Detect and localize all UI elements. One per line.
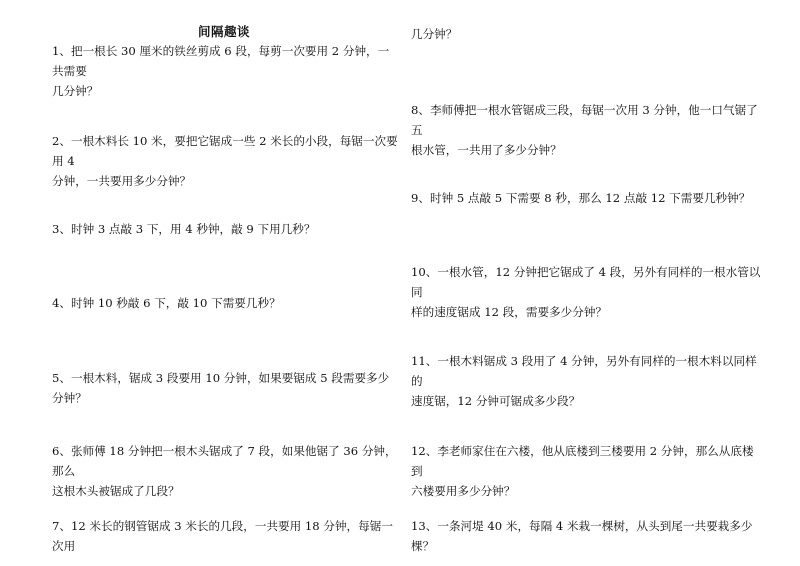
question-3 [52, 219, 398, 239]
question-8 [411, 100, 763, 160]
question-8-line-2: 根水管，一共用了多少分钟？ [411, 143, 562, 157]
question-10-line-2: 样的速度锯成 12 段，需要多少分钟？ [411, 305, 608, 319]
question-11 [411, 351, 763, 411]
question-11-line-2: 速度锯，12 分钟可锯成多少段？ [411, 394, 581, 408]
question-2 [52, 131, 398, 191]
question-10-line-1: 10、一根水管，12 分钟把它锯成了 4 段，另外有同样的一根水管以同 [411, 265, 761, 299]
question-2-line-1: 2、一根木料长 10 米，要把它锯成一些 2 米长的小段，每锯一次要用 4 [52, 134, 398, 168]
question-12-line-2: 六楼要用多少分钟？ [411, 484, 516, 498]
question-4 [52, 293, 398, 313]
question-6-line-1: 6、张师傅 18 分钟把一根木头锯成了 7 段，如果他锯了 36 分钟，那么 [52, 444, 397, 478]
question-9 [411, 188, 763, 208]
question-11-line-1: 11、一根木料锯成 3 段用了 4 分钟，另外有同样的一根木料以同样的 [411, 354, 757, 388]
question-12-line-1: 12、李老师家住在六楼，他从底楼到三楼要用 2 分钟，那么从底楼到 [411, 444, 754, 478]
question-8-line-1: 8、李师傅把一根水管锯成三段，每锯一次用 3 分钟，他一口气锯了五 [411, 103, 758, 137]
question-5 [52, 368, 398, 408]
question-9-line-1: 9、时钟 5 点敲 5 下需要 8 秒，那么 12 点敲 12 下需要几秒钟？ [411, 191, 751, 205]
question-4-line-1: 4、时钟 10 秒敲 6 下，敲 10 下需要几秒？ [52, 296, 281, 310]
question-6 [52, 441, 398, 501]
question-7-line-2: 几分钟？ [411, 27, 458, 41]
question-3-line-1: 3、时钟 3 点敲 3 下，用 4 秒钟，敲 9 下用几秒？ [52, 222, 316, 236]
question-1-line-1: 1、把一根长 30 厘米的铁丝剪成 6 段，每剪一次要用 2 分钟，一共需要 [52, 44, 390, 78]
question-13 [411, 516, 763, 556]
question-7-continued [411, 24, 763, 44]
question-1-line-2: 几分钟？ [52, 84, 99, 98]
question-2-line-2: 分钟，一共要用多少分钟？ [52, 174, 192, 188]
worksheet-title: 间隔趣谈 [198, 24, 251, 39]
question-5-line-1: 5、一根木料，锯成 3 段要用 10 分钟，如果要锯成 5 段需要多少分钟？ [52, 371, 390, 405]
question-12 [411, 441, 763, 501]
question-7 [52, 516, 398, 556]
question-6-line-2: 这根木头被锯成了几段？ [52, 484, 180, 498]
question-10 [411, 262, 763, 322]
question-1 [52, 41, 398, 101]
question-7-line-1: 7、12 米长的钢管锯成 3 米长的几段，一共要用 18 分钟，每锯一次用 [52, 519, 393, 553]
question-13-line-1: 13、一条河堤 40 米，每隔 4 米栽一棵树，从头到尾一共要栽多少棵？ [411, 519, 753, 553]
